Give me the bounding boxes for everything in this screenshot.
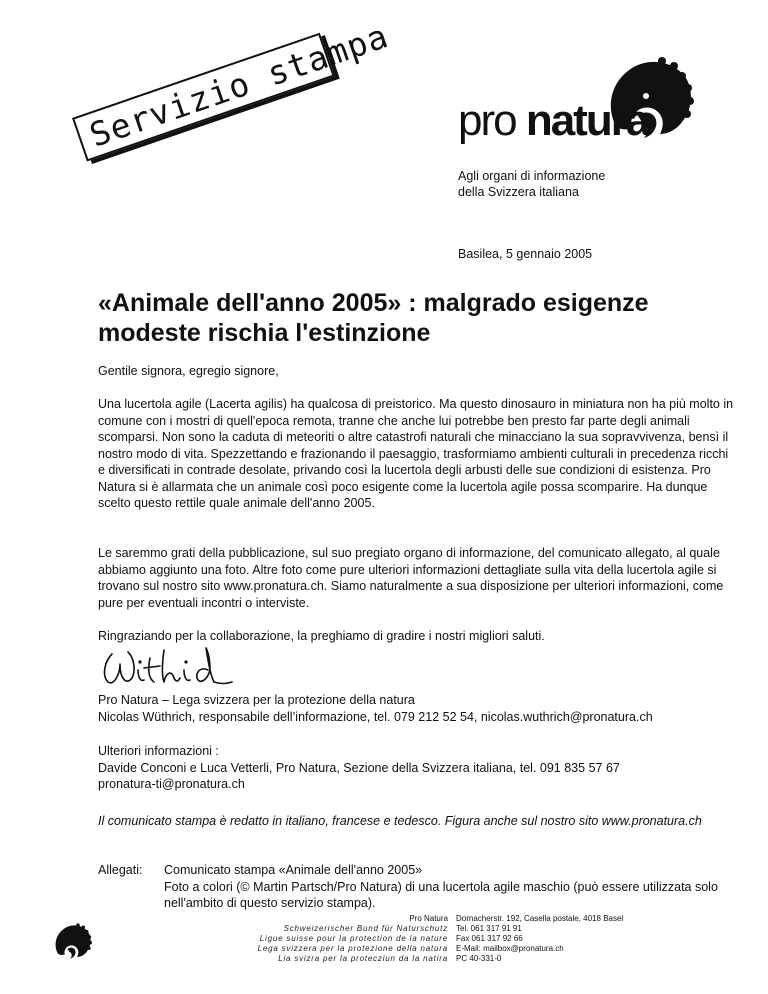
signature-block <box>98 692 738 725</box>
closing: Ringraziando per la collaborazione, la preghiamo di gradire i nostri migliori saluti. <box>98 629 545 643</box>
footer-name-fr: Ligue suisse pour la protection de la nature <box>259 934 448 943</box>
logo-bold: natura <box>525 96 649 145</box>
attachments-label: Allegati: <box>98 863 143 877</box>
recipient-line: della Svizzera italiana <box>458 185 579 199</box>
paragraph-1: Una lucertola agile (Lacerta agilis) ha qualcosa di preistorico. Ma questo dinosauro in miniatura non ha più molto in comune con i mostri di quell'epoca remota, tranne che anche lui potrebbe ben presto far parte degli animali scomparsi. Non sono la caduta di meteoriti o altre catastrofi naturali che minacciano la sua sopravvivenza, bensì il nostro modo di vita. Spezzettando e frazionando il paesaggio, trasformiamo ambienti culturali in precedenza ricchi e diversificati in contrade desolate, privando così la lucertola degli arbusti delle sue condizioni di esistenza. Pro Natura si è allarmata che un animale così poco esigente come la lucertola agile possa scomparire. Ha dunque scelto questo rettile quale animale dell'anno 2005. <box>98 397 734 510</box>
more-info-line: Davide Conconi e Luca Vetterli, Pro Natura, Sezione della Svizzera italiana, tel. 091 835 57 67 <box>98 760 620 775</box>
letter-title: «Animale dell'anno 2005» : malgrado esigenze modeste rischia l'estinzione <box>98 289 649 347</box>
footer-email: E-Mail: mailbox@pronatura.ch <box>456 944 564 953</box>
recipients <box>458 168 605 200</box>
footer-address: Dornacherstr. 192, Casella postale, 4018 Basel <box>456 914 624 923</box>
signature-line: Pro Natura – Lega svizzera per la protezione della natura <box>98 693 415 707</box>
greeting: Gentile signora, egregio signore, <box>98 364 279 378</box>
more-info <box>98 743 738 793</box>
more-info-line: Ulteriori informazioni : <box>98 744 219 758</box>
more-info-line: pronatura-ti@pronatura.ch <box>98 777 245 791</box>
footer-name-rm: Lia svizra per la protecziun da la natira <box>278 954 448 963</box>
attachment-item: Comunicato stampa «Animale dell'anno 2005» <box>164 863 423 877</box>
signature-line: Nicolas Wüthrich, responsabile dell’informazione, tel. 079 212 52 54, nicolas.wuthrich@pronatura.ch <box>98 709 653 724</box>
footer-org-name: Pro Natura <box>409 914 448 923</box>
footer-organization <box>250 914 448 964</box>
footer-name-it: Lega svizzera per la protezione della natura <box>257 944 448 953</box>
stamp-text: Servizio stampa <box>84 15 394 155</box>
footer-phone: Tel. 061 317 91 91 <box>456 924 522 933</box>
recipient-line: Agli organi di informazione <box>458 169 606 183</box>
footer-fax: Fax 061 317 92 66 <box>456 934 523 943</box>
logo-light: pro <box>458 96 526 145</box>
press-service-stamp <box>72 15 394 162</box>
language-note: Il comunicato stampa è redatto in italiano, francese e tedesco. Figura anche sul nostro sito www.pronatura.ch <box>98 814 702 828</box>
footer-postal-account: PC 40-331-0 <box>456 954 502 963</box>
attachment-item: Foto a colori (© Martin Partsch/Pro Natura) di una lucertola agile maschio (può essere utilizzata solo nell'ambito di questo servizio stampa). <box>164 879 718 910</box>
logo-wordmark <box>458 96 648 146</box>
footer-contact <box>456 914 623 964</box>
letter-date: Basilea, 5 gennaio 2005 <box>458 247 593 261</box>
attachments-list <box>164 862 724 912</box>
footer-name-de: Schweizerischer Bund für Naturschutz <box>283 924 448 933</box>
handwritten-signature <box>98 644 238 690</box>
footer-logo-icon <box>50 922 92 964</box>
paragraph-2: Le saremmo grati della pubblicazione, sul suo pregiato organo di informazione, del comunicato allegato, al quale abbiamo aggiunto una foto. Altre foto come pure ulteriori informazioni dettagliate sulla vita della lucertola agile si trovano sul nostro sito www.pronatura.ch. Siamo naturalmente a sua disposizione per ulteriori informazioni, come pure per eventuali incontri o interviste. <box>98 546 724 610</box>
